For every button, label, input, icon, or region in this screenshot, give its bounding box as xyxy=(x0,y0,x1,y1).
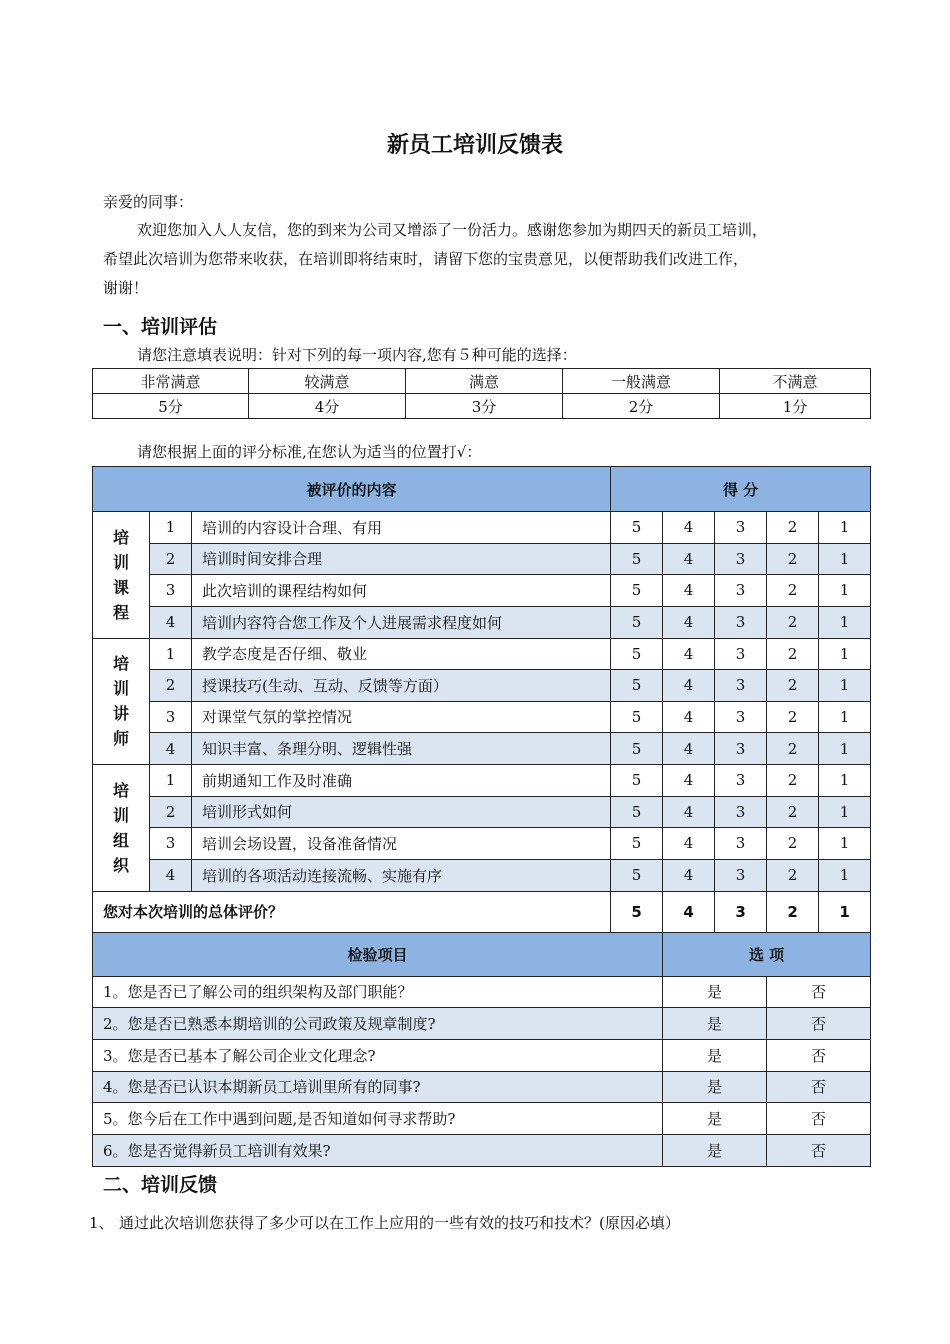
score-option[interactable]: 3 xyxy=(715,859,767,891)
score-option[interactable]: 5 xyxy=(611,575,663,607)
item-number: 2 xyxy=(150,670,192,702)
check-item-text: 1。您是否已了解公司的组织架构及部门职能？ xyxy=(93,976,663,1008)
score-option[interactable]: 4 xyxy=(663,638,715,670)
score-option[interactable]: 1 xyxy=(819,828,871,860)
score-option[interactable]: 1 xyxy=(819,606,871,638)
item-number: 1 xyxy=(150,512,192,544)
score-option[interactable]: 3 xyxy=(715,828,767,860)
scale-label: 非常满意 xyxy=(93,369,249,394)
item-text: 培训内容符合您工作及个人进展需求程度如何 xyxy=(192,606,611,638)
eval-item-row xyxy=(93,512,871,544)
score-option[interactable]: 2 xyxy=(767,543,819,575)
score-option[interactable]: 5 xyxy=(611,765,663,797)
item-number: 2 xyxy=(150,796,192,828)
eval-item-row xyxy=(93,765,871,797)
category-char: 讲 xyxy=(112,704,129,724)
score-option[interactable]: 4 xyxy=(663,701,715,733)
category-label xyxy=(93,512,150,639)
overall-score-option[interactable]: 5 xyxy=(611,891,663,932)
intro-line-1: 欢迎您加入人人友信，您的到来为公司又增添了一份活力。感谢您参加为期四天的新员工培训， xyxy=(137,221,768,239)
yes-option[interactable]: 是 xyxy=(663,1103,767,1135)
score-option[interactable]: 3 xyxy=(715,606,767,638)
eval-item-row xyxy=(93,638,871,670)
score-option[interactable]: 4 xyxy=(663,606,715,638)
intro-line-3: 谢谢！ xyxy=(103,279,149,297)
score-header: 得 分 xyxy=(611,467,871,512)
score-option[interactable]: 4 xyxy=(663,765,715,797)
item-number: 1 xyxy=(150,638,192,670)
options-header: 选 项 xyxy=(663,932,871,976)
overall-score-option[interactable]: 2 xyxy=(767,891,819,932)
eval-item-row xyxy=(93,670,871,702)
score-option[interactable]: 5 xyxy=(611,733,663,765)
item-text: 培训形式如何 xyxy=(192,796,611,828)
overall-score-option[interactable]: 4 xyxy=(663,891,715,932)
score-option[interactable]: 4 xyxy=(663,543,715,575)
evaluation-table xyxy=(92,466,871,1167)
scale-score: 3分 xyxy=(406,394,563,419)
category-char: 训 xyxy=(112,552,129,572)
item-text: 此次培训的课程结构如何 xyxy=(192,575,611,607)
score-option[interactable]: 4 xyxy=(663,796,715,828)
no-option[interactable]: 否 xyxy=(767,1103,871,1135)
score-option[interactable]: 3 xyxy=(715,765,767,797)
item-number: 3 xyxy=(150,701,192,733)
eval-header-row xyxy=(93,467,871,512)
greeting: 亲爱的同事： xyxy=(103,193,194,211)
no-option[interactable]: 否 xyxy=(767,1039,871,1071)
feedback-question: 通过此次培训您获得了多少可以在工作上应用的一些有效的技巧和技术？(原因必填） xyxy=(119,1214,680,1232)
scale-label: 一般满意 xyxy=(563,369,720,394)
category-char: 课 xyxy=(112,577,129,597)
eval-item-row xyxy=(93,859,871,891)
score-option[interactable]: 1 xyxy=(819,512,871,544)
category-char: 程 xyxy=(112,602,129,622)
item-text: 培训的内容设计合理、有用 xyxy=(192,512,611,544)
item-number: 2 xyxy=(150,543,192,575)
scale-score: 5分 xyxy=(93,394,249,419)
yes-option[interactable]: 是 xyxy=(663,1134,767,1166)
check-item-text: 4。您是否已认识本期新员工培训里所有的同事? xyxy=(93,1071,663,1103)
overall-score-option[interactable]: 1 xyxy=(819,891,871,932)
yes-option[interactable]: 是 xyxy=(663,1071,767,1103)
item-number: 4 xyxy=(150,606,192,638)
content-header: 被评价的内容 xyxy=(93,467,611,512)
check-item-text: 2。您是否已熟悉本期培训的公司政策及规章制度? xyxy=(93,1008,663,1040)
check-item-text: 5。您今后在工作中遇到问题,是否知道如何寻求帮助? xyxy=(93,1103,663,1135)
scale-label: 满意 xyxy=(406,369,563,394)
scale-label: 不满意 xyxy=(720,369,871,394)
question-number: 1、 xyxy=(89,1214,114,1232)
eval-item-row xyxy=(93,543,871,575)
item-number: 3 xyxy=(150,575,192,607)
score-option[interactable]: 2 xyxy=(767,796,819,828)
no-option[interactable]: 否 xyxy=(767,1008,871,1040)
page-title: 新员工培训反馈表 xyxy=(386,133,563,158)
eval-item-row xyxy=(93,796,871,828)
category-char: 培 xyxy=(112,654,129,674)
check-item-row xyxy=(93,1103,871,1135)
scale-score: 4分 xyxy=(249,394,406,419)
score-option[interactable]: 5 xyxy=(611,638,663,670)
score-option[interactable]: 5 xyxy=(611,670,663,702)
score-option[interactable]: 3 xyxy=(715,733,767,765)
score-option[interactable]: 5 xyxy=(611,512,663,544)
score-option[interactable]: 4 xyxy=(663,575,715,607)
item-text: 前期通知工作及时准确 xyxy=(192,765,611,797)
item-text: 培训的各项活动连接流畅、实施有序 xyxy=(192,859,611,891)
yes-option[interactable]: 是 xyxy=(663,1008,767,1040)
score-option[interactable]: 1 xyxy=(819,543,871,575)
score-option[interactable]: 5 xyxy=(611,828,663,860)
score-option[interactable]: 1 xyxy=(819,575,871,607)
score-option[interactable]: 3 xyxy=(715,670,767,702)
category-char: 培 xyxy=(112,780,129,800)
score-option[interactable]: 1 xyxy=(819,670,871,702)
item-text: 培训会场设置，设备准备情况 xyxy=(192,828,611,860)
scale-label: 较满意 xyxy=(249,369,406,394)
score-option[interactable]: 1 xyxy=(819,733,871,765)
item-number: 4 xyxy=(150,859,192,891)
item-number: 1 xyxy=(150,765,192,797)
overall-label: 您对本次培训的总体评价？ xyxy=(93,891,611,932)
category-char: 师 xyxy=(112,729,129,749)
score-option[interactable]: 1 xyxy=(819,859,871,891)
score-option[interactable]: 4 xyxy=(663,512,715,544)
score-option[interactable]: 4 xyxy=(663,859,715,891)
category-char: 组 xyxy=(112,830,129,850)
item-number: 3 xyxy=(150,828,192,860)
category-char: 训 xyxy=(112,679,129,699)
check-header-row xyxy=(93,932,871,976)
eval-item-row xyxy=(93,575,871,607)
check-item-row xyxy=(93,1008,871,1040)
check-item-row xyxy=(93,1039,871,1071)
score-option[interactable]: 2 xyxy=(767,733,819,765)
score-option[interactable]: 2 xyxy=(767,512,819,544)
score-option[interactable]: 3 xyxy=(715,796,767,828)
check-item-row xyxy=(93,1071,871,1103)
score-option[interactable]: 1 xyxy=(819,796,871,828)
section1-heading: 一、培训评估 xyxy=(103,316,218,338)
item-number: 4 xyxy=(150,733,192,765)
score-option[interactable]: 5 xyxy=(611,701,663,733)
intro-line-2: 希望此次培训为您带来收获，在培训即将结束时，请留下您的宝贵意见，以便帮助我们改进工作， xyxy=(103,250,749,268)
score-option[interactable]: 5 xyxy=(611,859,663,891)
score-option[interactable]: 2 xyxy=(767,638,819,670)
category-char: 训 xyxy=(112,805,129,825)
score-option[interactable]: 2 xyxy=(767,575,819,607)
score-option[interactable]: 5 xyxy=(611,796,663,828)
scale-score: 2分 xyxy=(563,394,720,419)
score-option[interactable]: 2 xyxy=(767,859,819,891)
score-option[interactable]: 3 xyxy=(715,512,767,544)
score-option[interactable]: 2 xyxy=(767,765,819,797)
category-char: 培 xyxy=(112,527,129,547)
eval-item-row xyxy=(93,606,871,638)
score-option[interactable]: 4 xyxy=(663,828,715,860)
check-item-row xyxy=(93,1134,871,1166)
category-char: 织 xyxy=(112,855,129,875)
score-option[interactable]: 1 xyxy=(819,765,871,797)
score-option[interactable]: 4 xyxy=(663,733,715,765)
score-option[interactable]: 2 xyxy=(767,828,819,860)
category-label xyxy=(93,638,150,765)
score-option[interactable]: 5 xyxy=(611,606,663,638)
score-option[interactable]: 2 xyxy=(767,606,819,638)
no-option[interactable]: 否 xyxy=(767,1071,871,1103)
score-option[interactable]: 3 xyxy=(715,575,767,607)
check-item-text: 6。您是否觉得新员工培训有效果? xyxy=(93,1134,663,1166)
section2-heading: 二、培训反馈 xyxy=(103,1174,218,1196)
score-option[interactable]: 4 xyxy=(663,670,715,702)
score-option[interactable]: 1 xyxy=(819,701,871,733)
item-text: 教学态度是否仔细、敬业 xyxy=(192,638,611,670)
score-option[interactable]: 2 xyxy=(767,701,819,733)
item-text: 授课技巧(生动、互动、反馈等方面） xyxy=(192,670,611,702)
rating-scale-table xyxy=(92,368,871,419)
check-header: 检验项目 xyxy=(93,932,663,976)
score-option[interactable]: 1 xyxy=(819,638,871,670)
score-option[interactable]: 2 xyxy=(767,670,819,702)
score-option[interactable]: 5 xyxy=(611,543,663,575)
item-text: 知识丰富、条理分明、逻辑性强 xyxy=(192,733,611,765)
item-text: 对课堂气氛的掌控情况 xyxy=(192,701,611,733)
yes-option[interactable]: 是 xyxy=(663,976,767,1008)
overall-score-option[interactable]: 3 xyxy=(715,891,767,932)
score-option[interactable]: 3 xyxy=(715,701,767,733)
score-option[interactable]: 3 xyxy=(715,543,767,575)
no-option[interactable]: 否 xyxy=(767,976,871,1008)
eval-item-row xyxy=(93,733,871,765)
check-item-text: 3。您是否已基本了解公司企业文化理念? xyxy=(93,1039,663,1071)
check-item-row xyxy=(93,976,871,1008)
no-option[interactable]: 否 xyxy=(767,1134,871,1166)
score-option[interactable]: 3 xyxy=(715,638,767,670)
category-label xyxy=(93,765,150,892)
scale-score: 1分 xyxy=(720,394,871,419)
item-text: 培训时间安排合理 xyxy=(192,543,611,575)
check-instruction: 请您根据上面的评分标准,在您认为适当的位置打√： xyxy=(137,443,482,461)
overall-row xyxy=(93,891,871,932)
scale-instruction: 请您注意填表说明：针对下列的每一项内容,您有５种可能的选择： xyxy=(137,346,577,364)
yes-option[interactable]: 是 xyxy=(663,1039,767,1071)
eval-item-row xyxy=(93,828,871,860)
eval-item-row xyxy=(93,701,871,733)
